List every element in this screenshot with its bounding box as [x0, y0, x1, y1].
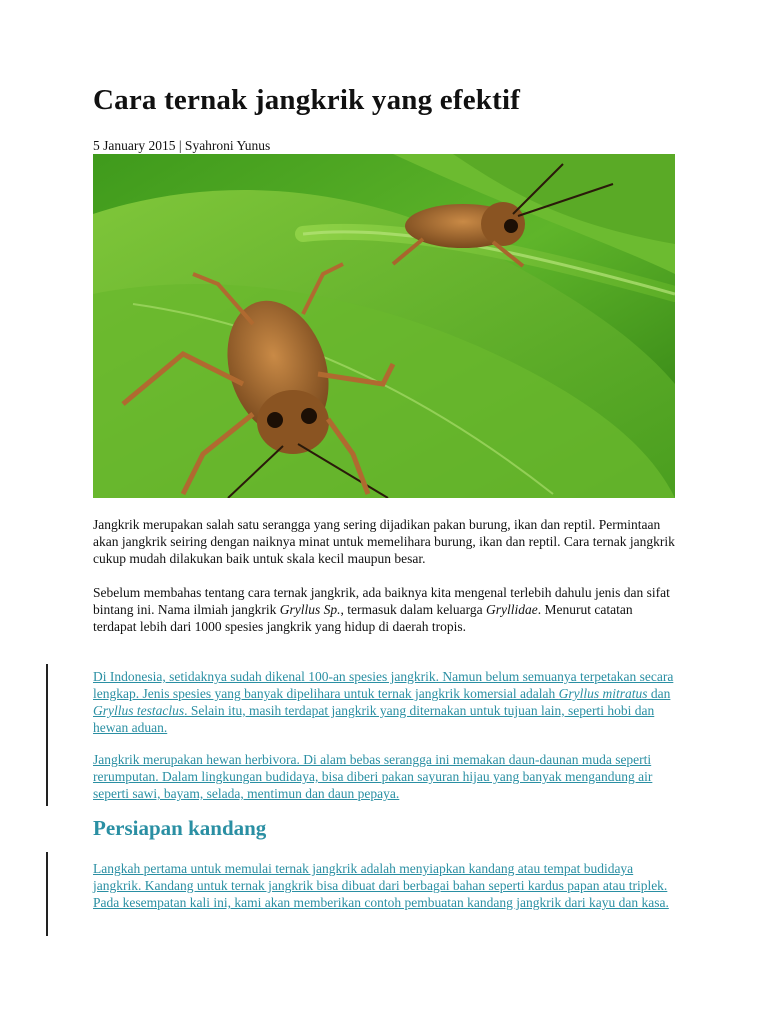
section-heading-kandang: Persiapan kandang	[93, 816, 267, 840]
scientific-name: Gryllidae	[486, 602, 538, 617]
article-meta: 5 January 2015 | Syahroni Yunus	[93, 138, 271, 153]
scientific-name: Gryllus mitratus	[558, 686, 648, 701]
margin-rule-bottom	[46, 852, 48, 936]
article-title: Cara ternak jangkrik yang efektif	[93, 84, 521, 116]
scientific-name: Gryllus Sp.	[279, 602, 341, 617]
margin-rule-top	[46, 664, 48, 806]
intro-paragraph: Jangkrik merupakan salah satu serangga yang sering dijadikan pakan burung, ikan dan reptil. Permintaan akan jangkrik seiring dengan naiknya minat untuk memelihara burung, ikan dan reptil. Cara ternak jangkrik cukup mudah dilakukan baik untuk skala kecil maupun besar.	[93, 517, 675, 566]
family-paragraph: Sebelum membahas tentang cara ternak jangkrik, ada baiknya kita mengenal terlebih dahulu jenis dan sifat bintang ini. Nama ilmiah jangkrik Gryllus Sp., termasuk dalam keluarga Gryllidae. Menurut catatan terdapat lebih dari 1000 spesies jangkrik yang hidup di daerah tropis.	[93, 585, 670, 634]
crickets-photo	[93, 154, 675, 498]
species-link-paragraph[interactable]: Di Indonesia, setidaknya sudah dikenal 100-an spesies jangkrik. Namun belum semuanya terpetakan secara lengkap. Jenis spesies yang banyak dipelihara untuk ternak jangkrik komersial adalah Gryllus mitratus dan Gryllus testaclus. Selain itu, masih terdapat jangkrik yang diternakan untuk tujuan lain, seperti hobi dan hewan aduan.	[93, 669, 674, 735]
diet-link-paragraph[interactable]: Jangkrik merupakan hewan herbivora. Di alam bebas serangga ini memakan daun-daunan muda seperti rerumputan. Dalam lingkungan budidaya, bisa diberi pakan sayuran hijau yang banyak mengandung air seperti sawi, bayam, selada, mentimun dan daun pepaya.	[93, 752, 653, 801]
scientific-name: Gryllus testaclus	[93, 703, 185, 718]
kandang-link-paragraph[interactable]: Langkah pertama untuk memulai ternak jangkrik adalah menyiapkan kandang atau tempat budidaya jangkrik. Kandang untuk ternak jangkrik bisa dibuat dari berbagai bahan seperti kardus papan atau triplek. Pada kesempatan kali ini, kami akan memberikan contoh pembuatan kandang jangkrik dari kayu dan kasa.	[93, 861, 669, 910]
